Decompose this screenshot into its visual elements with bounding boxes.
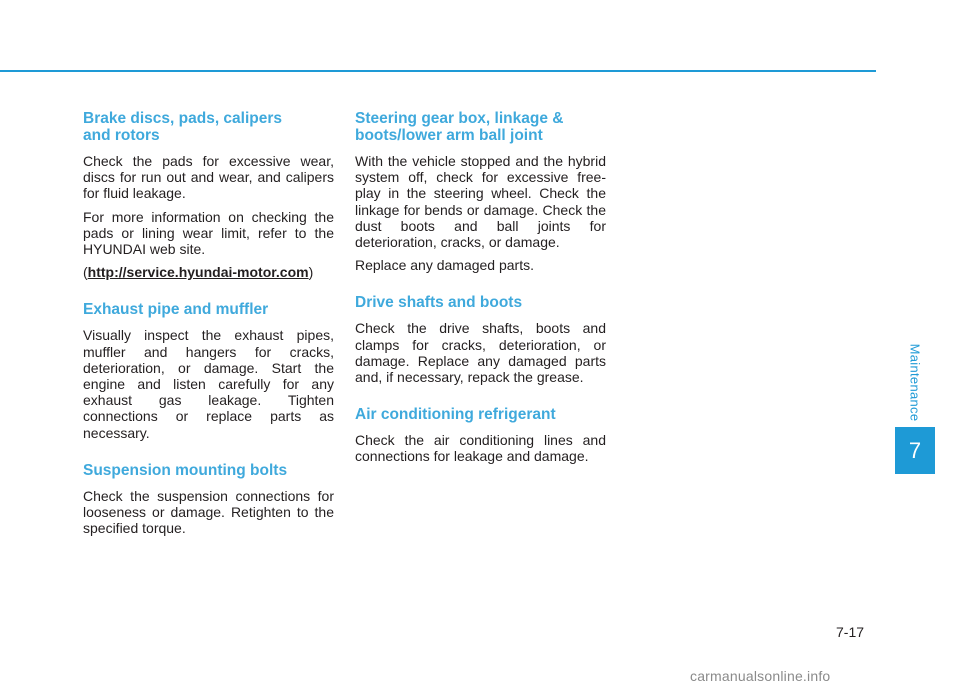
section-title: Air conditioning refrigerant — [355, 406, 556, 424]
paragraph: Replace any damaged parts. — [355, 257, 534, 274]
hyundai-service-link[interactable]: http://service.hyundai-motor.com — [87, 264, 309, 281]
web-link-line: (http://service.hyundai-motor.com) — [83, 264, 314, 281]
section-title: Exhaust pipe and muffler — [83, 301, 269, 319]
paragraph: Check the pads for excessive wear, discs for run out and wear, and calipers for fluid leakage. — [83, 153, 334, 202]
section-air-conditioning — [355, 406, 606, 464]
paragraph: Visually inspect the exhaust pipes, muffler and hangers for cracks, deterioration, or damage. Start the engine and listen carefully for any exhaust gas leakage. Tighten connections or replace parts as necessary. — [83, 327, 334, 441]
section-suspension — [83, 462, 334, 537]
paragraph: Check the drive shafts, boots and clamps for cracks, deterioration, or damage. Replace any damaged parts and, if necessary, repack the grease. — [355, 320, 606, 386]
section-title: Suspension mounting bolts — [83, 461, 288, 479]
chapter-tab — [895, 427, 935, 474]
section-title: Steering gear box, linkage & boots/lower arm ball joint — [355, 110, 564, 144]
section-exhaust — [83, 301, 334, 440]
section-title: Brake discs, pads, calipers and rotors — [83, 110, 283, 144]
header-rule — [0, 70, 876, 72]
paragraph: Check the suspension connections for looseness or damage. Retighten to the specified torque. — [83, 487, 334, 537]
paragraph: With the vehicle stopped and the hybrid system off, check for excessive free-play in the steering wheel. Check the linkage for bends or damage. Check the dust boots and ball joints for deterioration, cracks, or damage. — [355, 153, 606, 251]
paragraph: Check the air conditioning lines and connections for leakage and damage. — [355, 432, 606, 465]
chapter-label: Maintenance — [907, 343, 923, 421]
middle-column — [355, 110, 606, 486]
left-column — [83, 110, 334, 557]
section-drive-shafts — [355, 294, 606, 385]
paragraph: For more information on checking the pads or lining wear limit, refer to the HYUNDAI web site. — [83, 208, 334, 258]
watermark: carmanualsonline.info — [690, 668, 831, 684]
chapter-number: 7 — [908, 437, 922, 463]
section-title: Drive shafts and boots — [355, 294, 523, 312]
section-steering — [355, 110, 606, 273]
section-brake-discs — [83, 110, 334, 280]
page-number: 7-17 — [836, 624, 865, 640]
